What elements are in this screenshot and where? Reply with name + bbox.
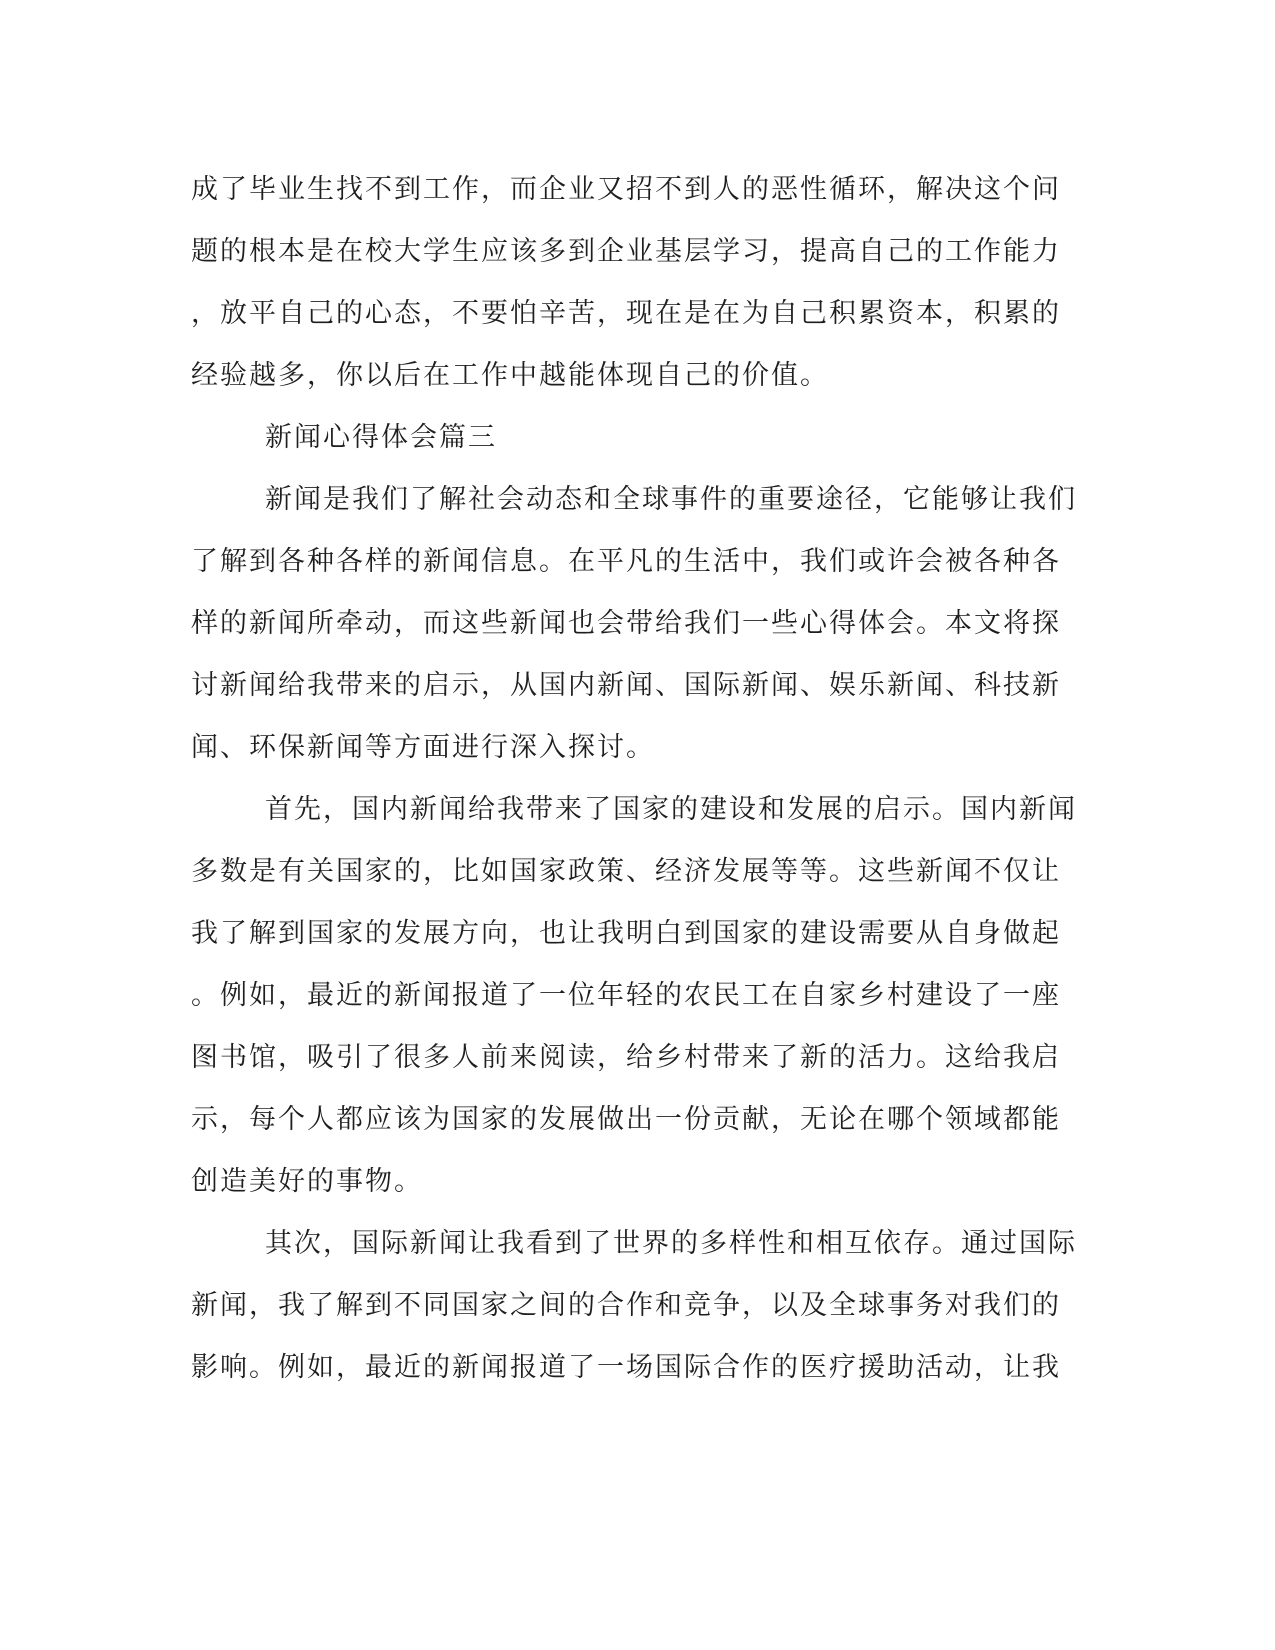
- text-line: 了解到各种各样的新闻信息。在平凡的生活中，我们或许会被各种各: [191, 546, 1061, 576]
- paragraph: [191, 468, 1077, 778]
- paragraph: [191, 158, 1065, 406]
- text-line: 闻、环保新闻等方面进行深入探讨。: [191, 732, 655, 762]
- text-line: 新闻，我了解到不同国家之间的合作和竞争，以及全球事务对我们的: [191, 1290, 1061, 1320]
- text-line: 首先，国内新闻给我带来了国家的建设和发展的启示。国内新闻: [265, 794, 1077, 824]
- document-body: [191, 158, 1077, 1398]
- paragraph: [191, 406, 1065, 468]
- text-line: 新闻心得体会篇三: [265, 422, 497, 452]
- text-line: 示，每个人都应该为国家的发展做出一份贡献，无论在哪个领域都能: [191, 1104, 1061, 1134]
- text-line: 影响。例如，最近的新闻报道了一场国际合作的医疗援助活动，让我: [191, 1352, 1061, 1382]
- text-line: ，放平自己的心态，不要怕辛苦，现在是在为自己积累资本，积累的: [191, 298, 1061, 328]
- text-line: 其次，国际新闻让我看到了世界的多样性和相互依存。通过国际: [265, 1228, 1077, 1258]
- text-line: 图书馆，吸引了很多人前来阅读，给乡村带来了新的活力。这给我启: [191, 1042, 1061, 1072]
- text-line: 多数是有关国家的，比如国家政策、经济发展等等。这些新闻不仅让: [191, 856, 1061, 886]
- text-line: 成了毕业生找不到工作，而企业又招不到人的恶性循环，解决这个问: [191, 174, 1061, 204]
- text-line: 样的新闻所牵动，而这些新闻也会带给我们一些心得体会。本文将探: [191, 608, 1061, 638]
- text-line: 新闻是我们了解社会动态和全球事件的重要途径，它能够让我们: [265, 484, 1077, 514]
- paragraph: [191, 778, 1077, 1212]
- paragraph: [191, 1212, 1077, 1398]
- text-line: 我了解到国家的发展方向，也让我明白到国家的建设需要从自身做起: [191, 918, 1061, 948]
- text-line: 经验越多，你以后在工作中越能体现自己的价值。: [191, 360, 829, 390]
- text-line: 。例如，最近的新闻报道了一位年轻的农民工在自家乡村建设了一座: [191, 980, 1061, 1010]
- text-line: 讨新闻给我带来的启示，从国内新闻、国际新闻、娱乐新闻、科技新: [191, 670, 1061, 700]
- text-line: 创造美好的事物。: [191, 1166, 423, 1196]
- text-line: 题的根本是在校大学生应该多到企业基层学习，提高自己的工作能力: [191, 236, 1061, 266]
